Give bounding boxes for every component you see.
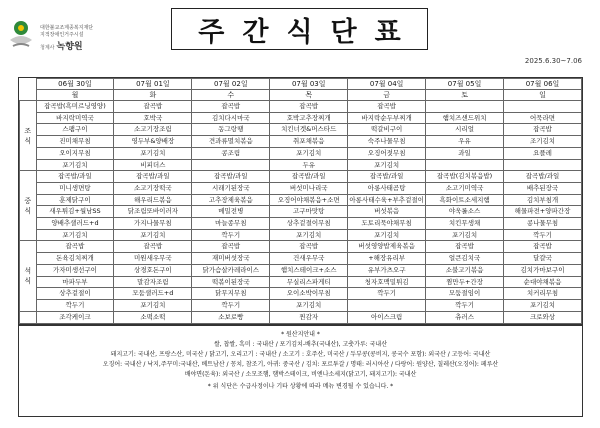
menu-cell: 상추겉절이 (36, 288, 114, 300)
menu-cell: 잡곡밥 (114, 101, 192, 113)
meal-label: 중 식 (20, 171, 37, 241)
menu-cell: 잡곡밥 (426, 241, 504, 253)
menu-cell (504, 101, 582, 113)
menu-cell: 닭가슴살카레라이스 (192, 264, 270, 276)
menu-cell: 콩나물무침 (504, 218, 582, 230)
menu-cell (426, 101, 504, 113)
meal-row (20, 229, 582, 241)
menu-cell: 호박고추장찌개 (270, 112, 348, 124)
page-title: 주간식단표 (171, 8, 428, 50)
menu-cell: 오이소박이무침 (270, 288, 348, 300)
menu-cell (192, 159, 270, 171)
menu-cell: 비피더스 (114, 159, 192, 171)
menu-cell: 햄치스테이크+소스 (270, 264, 348, 276)
menu-cell: 포기김치 (504, 299, 582, 311)
menu-cell: 버섯영양밥제육볶음 (348, 241, 426, 253)
menu-cell: 상추겉절이무침 (270, 218, 348, 230)
meal-row (20, 206, 582, 218)
menu-cell: 아롱사태곰탕 (348, 182, 426, 194)
menu-cell: 닭조림또바이러자 (114, 206, 192, 218)
menu-cell: 두유 (270, 159, 348, 171)
meal-row (20, 147, 582, 159)
meal-row (20, 124, 582, 136)
menu-cell: 잡곡밥/과일 (270, 171, 348, 183)
day-date-header: 07월 05일 (426, 79, 504, 90)
menu-cell: 잡곡밥 (192, 241, 270, 253)
menu-cell: 깍두기 (192, 229, 270, 241)
origin-notes (19, 324, 582, 392)
menu-cell: 영두부&양배장 (114, 136, 192, 148)
menu-cell: 잡곡밥 (504, 124, 582, 136)
menu-cell: 깍두기 (36, 299, 114, 311)
meal-row (20, 288, 582, 300)
meal-row (20, 136, 582, 148)
snack-cell: 아이스크림 (348, 311, 426, 323)
menu-cell: 소불고기볶음 (426, 264, 504, 276)
menu-cell: 잡곡밥 (348, 101, 426, 113)
menu-cell: 포기김치 (114, 229, 192, 241)
menu-cell: 깍두기 (426, 299, 504, 311)
org-line1: 대한불교조계종복지재단 (40, 25, 94, 31)
menu-cell: 오징어야채볶음+소면 (270, 194, 348, 206)
menu-cell: 닭무지무침 (192, 288, 270, 300)
meal-row (20, 276, 582, 288)
meal-row (20, 182, 582, 194)
day-of-week-header: 수 (192, 90, 270, 101)
notes-line: 배야면(돈육): 외국산 / 소모조햄, 햄박스테이크, 비엔나소세지(닭고기, 돼지고기): 국내산 (184, 370, 417, 378)
meal-row (20, 159, 582, 171)
menu-cell: 조기김치 (504, 136, 582, 148)
menu-cell (426, 159, 504, 171)
menu-cell: 포기김치 (270, 147, 348, 159)
menu-cell: 바지락순두부찌개 (348, 112, 426, 124)
meal-label: 조 식 (20, 101, 37, 171)
menu-cell: 콩조림 (192, 147, 270, 159)
menu-cell: 소고기장떡국 (114, 182, 192, 194)
meal-row (20, 241, 582, 253)
menu-cell: 치커리무침 (504, 288, 582, 300)
menu-cell: 김치부침개 (504, 194, 582, 206)
menu-cell: 잡곡밥/과일 (36, 171, 114, 183)
menu-cell: 치킨너겟&머스타드 (270, 124, 348, 136)
menu-cell: 잡곡밥 (192, 101, 270, 113)
menu-cell: 배추된장국 (504, 182, 582, 194)
notes-heading: * 원산지안내 * (281, 330, 320, 338)
snack-row (20, 311, 582, 323)
organization-logo (4, 14, 138, 60)
menu-cell: 미니생면탕 (36, 182, 114, 194)
menu-cell: 아롱사태수육+부추겉절이 (348, 194, 426, 206)
org-line2: 지적장애인거주시설 (40, 32, 84, 38)
menu-cell: 미원새우무국 (114, 253, 192, 265)
day-date-header: 07월 01일 (114, 79, 192, 90)
menu-cell: 재미버섯장국 (192, 253, 270, 265)
menu-cell (348, 299, 426, 311)
menu-cell: 숙주나물무침 (348, 136, 426, 148)
snack-cell: 찐감자 (270, 311, 348, 323)
org-name: 청계사 녹향원 (40, 42, 83, 52)
menu-cell: 유부가츠오구 (348, 264, 426, 276)
menu-cell: 포기김치 (114, 299, 192, 311)
menu-cell: 잡곡밥 (270, 101, 348, 113)
notes-footer: * 위 식단은 수급사정이나 기타 상황에 따라 메뉴 변경될 수 있습니다. * (207, 382, 394, 390)
meal-row (20, 264, 582, 276)
snack-cell: 조각케이크 (36, 311, 114, 323)
menu-cell: 포기김치 (36, 159, 114, 171)
menu-cell: 잡곡밥/과일 (114, 171, 192, 183)
menu-cell: 새우튀김+월남SS (36, 206, 114, 218)
corner-cell (20, 79, 37, 101)
menu-cell: 오이지무침 (36, 147, 114, 159)
menu-cell: 견과류멸치볶음 (192, 136, 270, 148)
date-range: 2025.6.30~7.06 (524, 57, 582, 65)
menu-cell: 야욱롤소스 (426, 206, 504, 218)
day-of-week-header: 금 (348, 90, 426, 101)
day-of-week-header: 일 (504, 90, 582, 101)
menu-cell: 햄치즈샌드위치 (426, 112, 504, 124)
snack-cell: 크로와상 (504, 311, 582, 323)
meal-label: 석 식 (20, 241, 37, 311)
menu-cell: 잡곡밥 (270, 241, 348, 253)
menu-cell: 잡곡밥 (504, 241, 582, 253)
menu-cell: 시래기된장국 (192, 182, 270, 194)
menu-cell: 말감자조림 (114, 276, 192, 288)
day-date-header: 07월 02일 (192, 79, 270, 90)
meal-row (20, 171, 582, 183)
meal-row (20, 194, 582, 206)
menu-cell: 상경호돈구이 (114, 264, 192, 276)
lotus-emblem-icon (6, 18, 36, 52)
menu-cell: 깍두기 (504, 229, 582, 241)
menu-cell: 흑화이트소세지햄 (426, 194, 504, 206)
menu-cell: 포기김치 (348, 159, 426, 171)
menu-cell: 얼큰김치국 (426, 253, 504, 265)
menu-cell: 달걀국 (504, 253, 582, 265)
menu-cell: 호박국 (114, 112, 192, 124)
menu-cell: 모둠절임이 (426, 288, 504, 300)
day-date-header: 07월 03일 (270, 79, 348, 90)
menu-cell: 깍두기 (348, 288, 426, 300)
snack-label (20, 311, 37, 323)
day-date-header: 06월 30일 (36, 79, 114, 90)
menu-cell: 무실리스파게티 (270, 276, 348, 288)
menu-cell: 포기김치 (348, 229, 426, 241)
menu-cell: 떡갈비구이 (348, 124, 426, 136)
day-of-week-header: 화 (114, 90, 192, 101)
menu-cell: 청자호맥밀튀김 (348, 276, 426, 288)
menu-cell: 취포채볶음 (270, 136, 348, 148)
menu-cell: 진미채무침 (36, 136, 114, 148)
menu-cell: 포기김치 (114, 147, 192, 159)
menu-cell: 김치다시마국 (192, 112, 270, 124)
menu-cell: 양배추샐러드+d (36, 218, 114, 230)
menu-cell: 떡볶이된장국 (192, 276, 270, 288)
menu-cell: 잡곡밥 (114, 241, 192, 253)
menu-cell: 소고기미역국 (426, 182, 504, 194)
menu-cell: 포기김치 (426, 229, 504, 241)
day-date-header: 07월 04일 (348, 79, 426, 90)
menu-cell: 잡곡밥 (36, 241, 114, 253)
menu-cell: 과일 (426, 147, 504, 159)
menu-cell: 포기김치 (270, 229, 348, 241)
menu-cell: 고구마맛탕 (270, 206, 348, 218)
menu-cell: 소고기장조림 (114, 124, 192, 136)
meal-row (20, 101, 582, 113)
menu-cell: 도토리묵야채무침 (348, 218, 426, 230)
menu-cell: 포기김치 (36, 229, 114, 241)
menu-cell: 돈육김치찌개 (36, 253, 114, 265)
menu-cell: 메밀전병 (192, 206, 270, 218)
menu-cell: 가지나물무침 (114, 218, 192, 230)
menu-cell: 잡곡밥/과일 (504, 171, 582, 183)
menu-cell: 버섯미나리국 (270, 182, 348, 194)
menu-cell: 마파두부 (36, 276, 114, 288)
menu-cell: 스팸구이 (36, 124, 114, 136)
menu-cell: 잡곡밥/과일 (192, 171, 270, 183)
menu-cell: 잡곡밥(김치볶음밥) (426, 171, 504, 183)
menu-cell: 건새우무국 (270, 253, 348, 265)
menu-cell: 찜만두+간장 (426, 276, 504, 288)
menu-cell: 포기김치 (270, 299, 348, 311)
snack-cell: 소떡소떡 (114, 311, 192, 323)
menu-cell: 바지락미역국 (36, 112, 114, 124)
menu-cell: 버섯볶음 (348, 206, 426, 218)
menu-cell: 요플레 (504, 147, 582, 159)
menu-cell: 마늘종무침 (192, 218, 270, 230)
menu-cell: +해장유리부 (348, 253, 426, 265)
menu-table-frame (18, 77, 583, 417)
snack-cell: 츄러스 (426, 311, 504, 323)
day-of-week-header: 월 (36, 90, 114, 101)
notes-line: 오징어: 국내산 / 낙지,주꾸미:국내산, 베트남산 / 꽁치, 참조기, 아귀: 중국산 / 김치: 포르투갈 / 명태: 러시아산 / 다랑어: 원양산, 칠레산(오징어): 페루산 (102, 360, 499, 368)
day-date-header: 07월 06일 (504, 79, 582, 90)
day-of-week-header: 토 (426, 90, 504, 101)
menu-cell: 우유 (426, 136, 504, 148)
day-of-week-header: 목 (270, 90, 348, 101)
menu-cell: 순대야채볶음 (504, 276, 582, 288)
menu-cell: 해우리드볶음 (114, 194, 192, 206)
menu-cell: 훈제닭구이 (36, 194, 114, 206)
menu-cell: 깍두기 (192, 299, 270, 311)
menu-cell: 시리얼 (426, 124, 504, 136)
menu-cell: 오징어젓무침 (348, 147, 426, 159)
menu-cell: 해물파전+양파간장 (504, 206, 582, 218)
menu-cell: 잡곡밥(흑미르닝영양) (36, 101, 114, 113)
meal-row (20, 218, 582, 230)
menu-table (19, 78, 582, 324)
meal-row (20, 299, 582, 311)
menu-cell: 모둠샐러드+d (114, 288, 192, 300)
menu-cell: 어묵라면 (504, 112, 582, 124)
menu-cell (504, 159, 582, 171)
notes-line: 돼지고기: 국내산, 프랑스산, 미국산 / 닭고기, 오리고기 : 국내산 / 소고기 : 호주산, 미국산 / 두부콩(콩비지, 콩국수 포함): 외국산 / 고등어: 국내산 (110, 350, 491, 358)
menu-cell: 고추장제육볶음 (192, 194, 270, 206)
menu-cell: 동그랑땡 (192, 124, 270, 136)
meal-row (20, 112, 582, 124)
notes-line: 쌀, 찹쌀, 흑미 : 국내산 / 포기김치-배추(국내산), 고춧가루: 국내산 (214, 340, 387, 348)
menu-cell: 김치가마보구이 (504, 264, 582, 276)
menu-cell: 가자미생선구이 (36, 264, 114, 276)
meal-row (20, 253, 582, 265)
snack-cell: 소보로빵 (192, 311, 270, 323)
menu-cell: 잡곡밥/과일 (348, 171, 426, 183)
menu-cell: 치킨무생채 (426, 218, 504, 230)
